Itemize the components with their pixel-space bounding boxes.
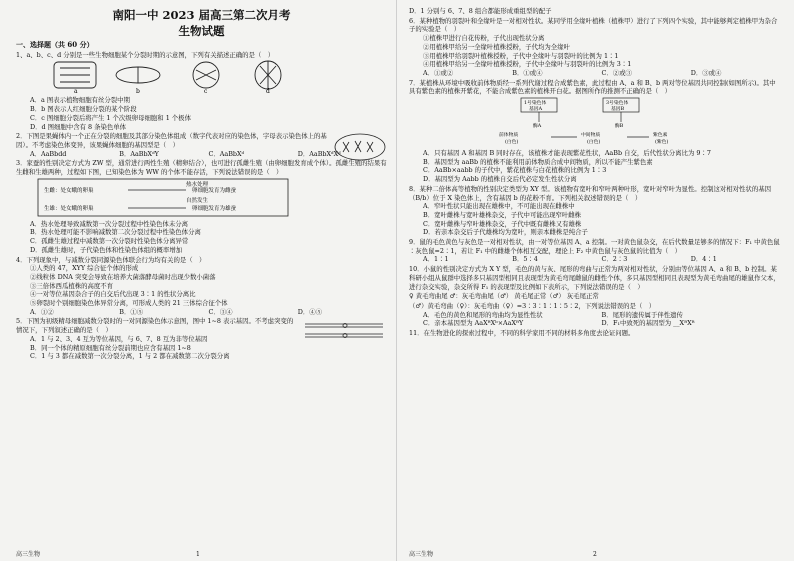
q7-label-pigment: 紫色素: [653, 133, 668, 139]
q4-item-3: ③三倍体西瓜植株的高度不育: [30, 281, 114, 290]
section-heading: 一、选择题（共 60 分）: [16, 40, 94, 49]
q4-item-4: ④一对等位基因杂合子的自交后代出现 3∶1 的性状分离比: [30, 290, 196, 299]
fig-label-a: a: [74, 88, 78, 95]
pigment-pathway-diagram: [499, 97, 699, 147]
q3-label-female-result: 卵细胞发育为雌蚕: [192, 187, 237, 194]
q7-label-gene-b: 基因B: [611, 107, 625, 113]
q6-item-3: ③用植株甲给羽裂叶植株授粉，子代中全缘叶与羽裂叶的比例为 1∶1: [423, 51, 619, 60]
question-5: [16, 317, 387, 334]
question-8: 8．某种二倍体高等植物的性别决定类型为 XY 型。该植物有宽叶和窄叶两种叶形，宽叶对窄叶为显性。控制这对相对性状的基因（B/b）位于 X 染色体上，含有基因 b 的花粉不育。下列相关叙述错误的是（ ）: [409, 184, 771, 202]
right-column: [409, 6, 780, 338]
q3-label-male-result: 卵细胞发育为雄蚕: [192, 205, 237, 212]
q6-options: [409, 69, 780, 78]
q4-item-2: ②线粒体 DNA 突变会导致在培养大菌落酵母菌时出现少数小菌落: [30, 272, 216, 281]
q3-label-male-route: 生雄：处女蛾的卵巢: [44, 205, 94, 212]
q2-cell-figure: [333, 132, 387, 162]
question-9: 9．鼠的毛色黄色与灰色是一对相对性状，由一对等位基因 A、a 控制。一对黄色鼠杂交，在后代数量足够多的情况下：F₁ 中黄色鼠∶灰色鼠=2∶1，若让 F₁ 中的雌雄个体相互交配，理论上 F₂ 中黄色鼠与灰色鼠的比值为（ ）: [409, 238, 780, 255]
right-footer: 高三生物: [409, 551, 434, 558]
q7-option-b: B．基因型为 aaBb 的植株不能利用前体物质合成中间物质，所以不能产生紫色素: [423, 157, 653, 166]
q7-label-precursor-color: (白色): [505, 140, 519, 146]
q9-option-d: D．4∶1: [690, 255, 717, 264]
q1-figure: [36, 60, 387, 94]
q4-option-a: A．①②: [30, 307, 54, 316]
q3-label-natural: 自然发生: [186, 197, 209, 204]
q7-label-enzyme-b: 酶B: [615, 124, 624, 130]
q8-option-c: C．宽叶雌株与窄叶雄株杂交，子代中既有雌株又有雄株: [423, 219, 582, 228]
q10-option-c: C．亲本基因型为 AaXᴮXᵇ×AaXᴮY: [423, 319, 524, 328]
question-10: 10．小鼠的性别决定方式为 X Y 型，毛色的黄与灰、尾形的弯曲与正常为两对相对性状，分别由等位基因 A、a 和 B、b 控制。某科研小组从鼠群中选择多只基因型相同且表现型为黄毛弯尾雌鼠的雌性个体，多只基因型相同且表现型为黄毛弯曲尾的雄鼠作父本，进行杂交实验，杂交所得 F₁ 的表现型及比例如下表所示，下列说法错误的是（ ）: [409, 265, 780, 291]
q7-option-d: D．基因型为 Aabb 的植株自交后代必定发生性状分离: [423, 175, 577, 184]
cell-division-illustrations: [36, 60, 336, 94]
q7-label-enzyme-a: 酶A: [533, 124, 542, 130]
q3-label-female-route: 生雌：处女蛾的卵巢: [44, 187, 94, 194]
question-5-text: 5．下图为初级精母细胞减数分裂时的一对同源染色体示意图，图中 1~8 表示基因。不考虑突变的情况下，下列叙述正确的是（ ）: [16, 317, 294, 335]
q1-option-a: A．a 图表示植物细胞有丝分裂中期: [30, 96, 130, 105]
q2-option-d: D．AaBbXᵈXᵈ: [297, 149, 341, 158]
q4-option-b: B．①⑤: [119, 307, 144, 316]
exam-subtitle: 生物试题: [178, 24, 225, 38]
q10-table-row-2: （♂）黄毛弯曲（♀）：灰毛弯曲（♀）=3∶3∶1∶1∶5∶2，下列说法错误的是（ ）: [409, 301, 656, 310]
q9-option-a: A．1∶1: [423, 255, 449, 264]
question-6: 6．某种植物的羽裂叶和全缘叶是一对相对性状。某同学用全缘叶植株（植株甲）进行了下列四个实验，其中能够判定植株甲为杂合子的实验是（ ）: [409, 16, 778, 34]
q1-option-c: C．c 图细胞分裂后将产生 1 个次级卵母细胞和 1 个极体: [30, 113, 191, 122]
q4-item-5: ⑤卵裂时个别细胞染色体异常分离，可形成人类的 21 三体综合征个体: [30, 299, 228, 308]
q7-label-gene-a: 基因A: [529, 107, 543, 113]
left-page-number: 1: [196, 551, 200, 558]
q10-option-b: B．尾形的遗传属于伴性遗传: [601, 310, 683, 319]
q6-option-a: A．①或②: [423, 68, 454, 77]
q5-chromosome-figure: [301, 318, 387, 342]
q10-option-a: A．毛色的黄色和尾形的弯曲均为显性性状: [423, 310, 543, 319]
question-7: 7．某植株从环境中吸收前体物质经一系列代谢过程合成紫色素，此过程由 A、a 和 B、b 两对等位基因共同控制(如图所示)。其中具有紫色素的植株开紫花，不能合成紫色素的植株开白花。据图所作的推测不正确的是（ ）: [409, 78, 776, 96]
q7-option-c: C．AaBb×aabb 的子代中，紫花植株与白花植株的比例为 1∶3: [423, 166, 607, 175]
exam-title: 南阳一中 2023 届高三第二次月考: [112, 8, 291, 22]
q10-table-row-1: ♀ 黄毛弯曲尾 ♂：灰毛弯曲尾（♂） 黄毛尾正常（♂） 灰毛尾正常: [409, 292, 599, 301]
question-3: 3．家蚕的性别决定方式为 ZW 型，通常进行两性生殖（精卵结合），也可进行孤雌生殖（由卵细胞发育成个体）。孤雌生殖的结果有生雌和生雄两种，过程如下图，已知染色体为 WW 的个体不能存活，下列说法错误的是（ ）: [16, 159, 387, 177]
q4-item-1: ①人类的 47，XYY 综合征个体的形成: [30, 264, 139, 273]
fig-label-c: c: [204, 88, 208, 95]
q6-item-4: ④用植株甲给另一全缘叶植株授粉，子代中全缘叶与羽裂叶的比例为 3∶1: [423, 60, 632, 69]
q4-option-c: C．③④: [208, 307, 233, 316]
q6-option-b: B．①或④: [512, 68, 543, 77]
q1-option-b: B．b 图表示人红细胞分裂的某个阶段: [30, 105, 137, 114]
q7-label-pigment-color: (紫色): [655, 140, 669, 146]
q5-option-b: B．同一个体的精原细胞有丝分裂前期也应含有基因 1~8: [30, 343, 191, 352]
q3-label-hot: 热水处理: [186, 181, 209, 188]
q2-options: [16, 150, 387, 159]
q10-options-2: [409, 319, 780, 328]
q7-figure: [499, 97, 780, 147]
q7-label-intermediate: 中间物质: [581, 133, 601, 139]
fig-label-b: b: [136, 88, 140, 95]
q9-option-b: B．5∶4: [512, 255, 538, 264]
fig-label-d: d: [266, 88, 270, 95]
right-page-number: 2: [593, 551, 597, 558]
q7-label-precursor: 前体物质: [499, 133, 519, 139]
question-11: 11．在生物进化的探索过程中，不同的科学家用不同的材料多角度去论证问题。: [409, 329, 635, 338]
q6-option-c: C．②或③: [601, 68, 632, 77]
q6-item-2: ②用植株甲给另一全缘叶植株授粉，子代均为全缘叶: [423, 42, 570, 51]
q3-option-c: C．孤雌生雄过程中减数第一次分裂时性染色体分离异常: [30, 237, 189, 246]
q7-label-chrom1: 1号染色体: [524, 101, 547, 107]
right-page: [397, 0, 794, 561]
silkworm-reproduction-diagram: [36, 178, 296, 218]
q3-option-b: B．热水处理可能不影响减数第二次分裂过程中性染色体分离: [30, 228, 201, 237]
q8-option-a: A．窄叶性状只能出现在雄株中，不可能出现在雌株中: [423, 202, 575, 211]
q4-option-d: D．④⑤: [297, 307, 323, 316]
q8-option-d: D．若亲本杂交后子代雄株均为宽叶，则亲本雌株是纯合子: [423, 228, 588, 237]
q2-option-a: A．AaBbdd: [30, 149, 67, 158]
q5-option-a: A．1 与 2、3、4 互为等位基因，与 6、7、8 互为非等位基因: [30, 334, 208, 343]
q3-option-a: A．热水处理导致减数第一次分裂过程中性染色体未分离: [30, 219, 188, 228]
q3-figure: [36, 178, 387, 218]
q3-option-d: D．孤雌生雄时，子代染色体和性染色体组的概率增加: [30, 245, 183, 254]
q7-option-a: A．只有基因 A 和基因 B 同时存在，该植株才能表现紫花性状，AaBb 自交，后代性状分离比为 9∶7: [423, 149, 711, 158]
q10-option-d: D．F₁中致死的基因型为 __XᴮXᴮ: [601, 319, 695, 328]
q6-option-d: D．③或④: [690, 68, 722, 77]
q2-option-b: B．AaBbXᵈY: [119, 149, 159, 158]
q5-option-c: C．1 与 3 都在减数第一次分裂分离，1 与 2 都在减数第二次分裂分离: [30, 352, 230, 361]
question-1: 1、a、b、c、d 分别是一些生物细胞某个分裂时期的示意图，下列有关描述正确的是（ ）: [16, 50, 275, 59]
q7-label-intermediate-color: (白色): [587, 140, 601, 146]
q6-item-1: ①植株甲进行自花传粉，子代出现性状分离: [423, 34, 545, 43]
left-column: [16, 6, 387, 361]
q1-option-d: D．d 图细胞中含有 8 条染色单体: [30, 122, 127, 131]
q7-label-chrom3: 3号染色体: [606, 101, 629, 107]
q9-options: [409, 255, 780, 264]
q2-option-c: C．AaBbXᵈ: [208, 149, 245, 158]
q4-options: [16, 308, 387, 317]
question-2-text: 2．下图是果蝇体内一个正在分裂的细胞及其部分染色体组成（数字代表对应的染色体，字母表示染色体上的基因）。不考虑染色体变异，该果蝇体细胞的基因型是（ ）: [16, 132, 327, 149]
left-footer: 高三生物: [16, 551, 41, 558]
question-2: [16, 132, 387, 149]
q5-option-d: D．1 分别与 6、7、8 组合都能形成重组型的配子: [409, 7, 552, 15]
q9-option-c: C．2∶3: [601, 255, 628, 264]
question-4: 4．下列现象中，与减数分裂同源染色体联会行为均有关的是（ ）: [16, 255, 206, 264]
q8-option-b: B．宽叶雌株与宽叶雄株杂交，子代中可能出现窄叶雌株: [423, 210, 582, 219]
